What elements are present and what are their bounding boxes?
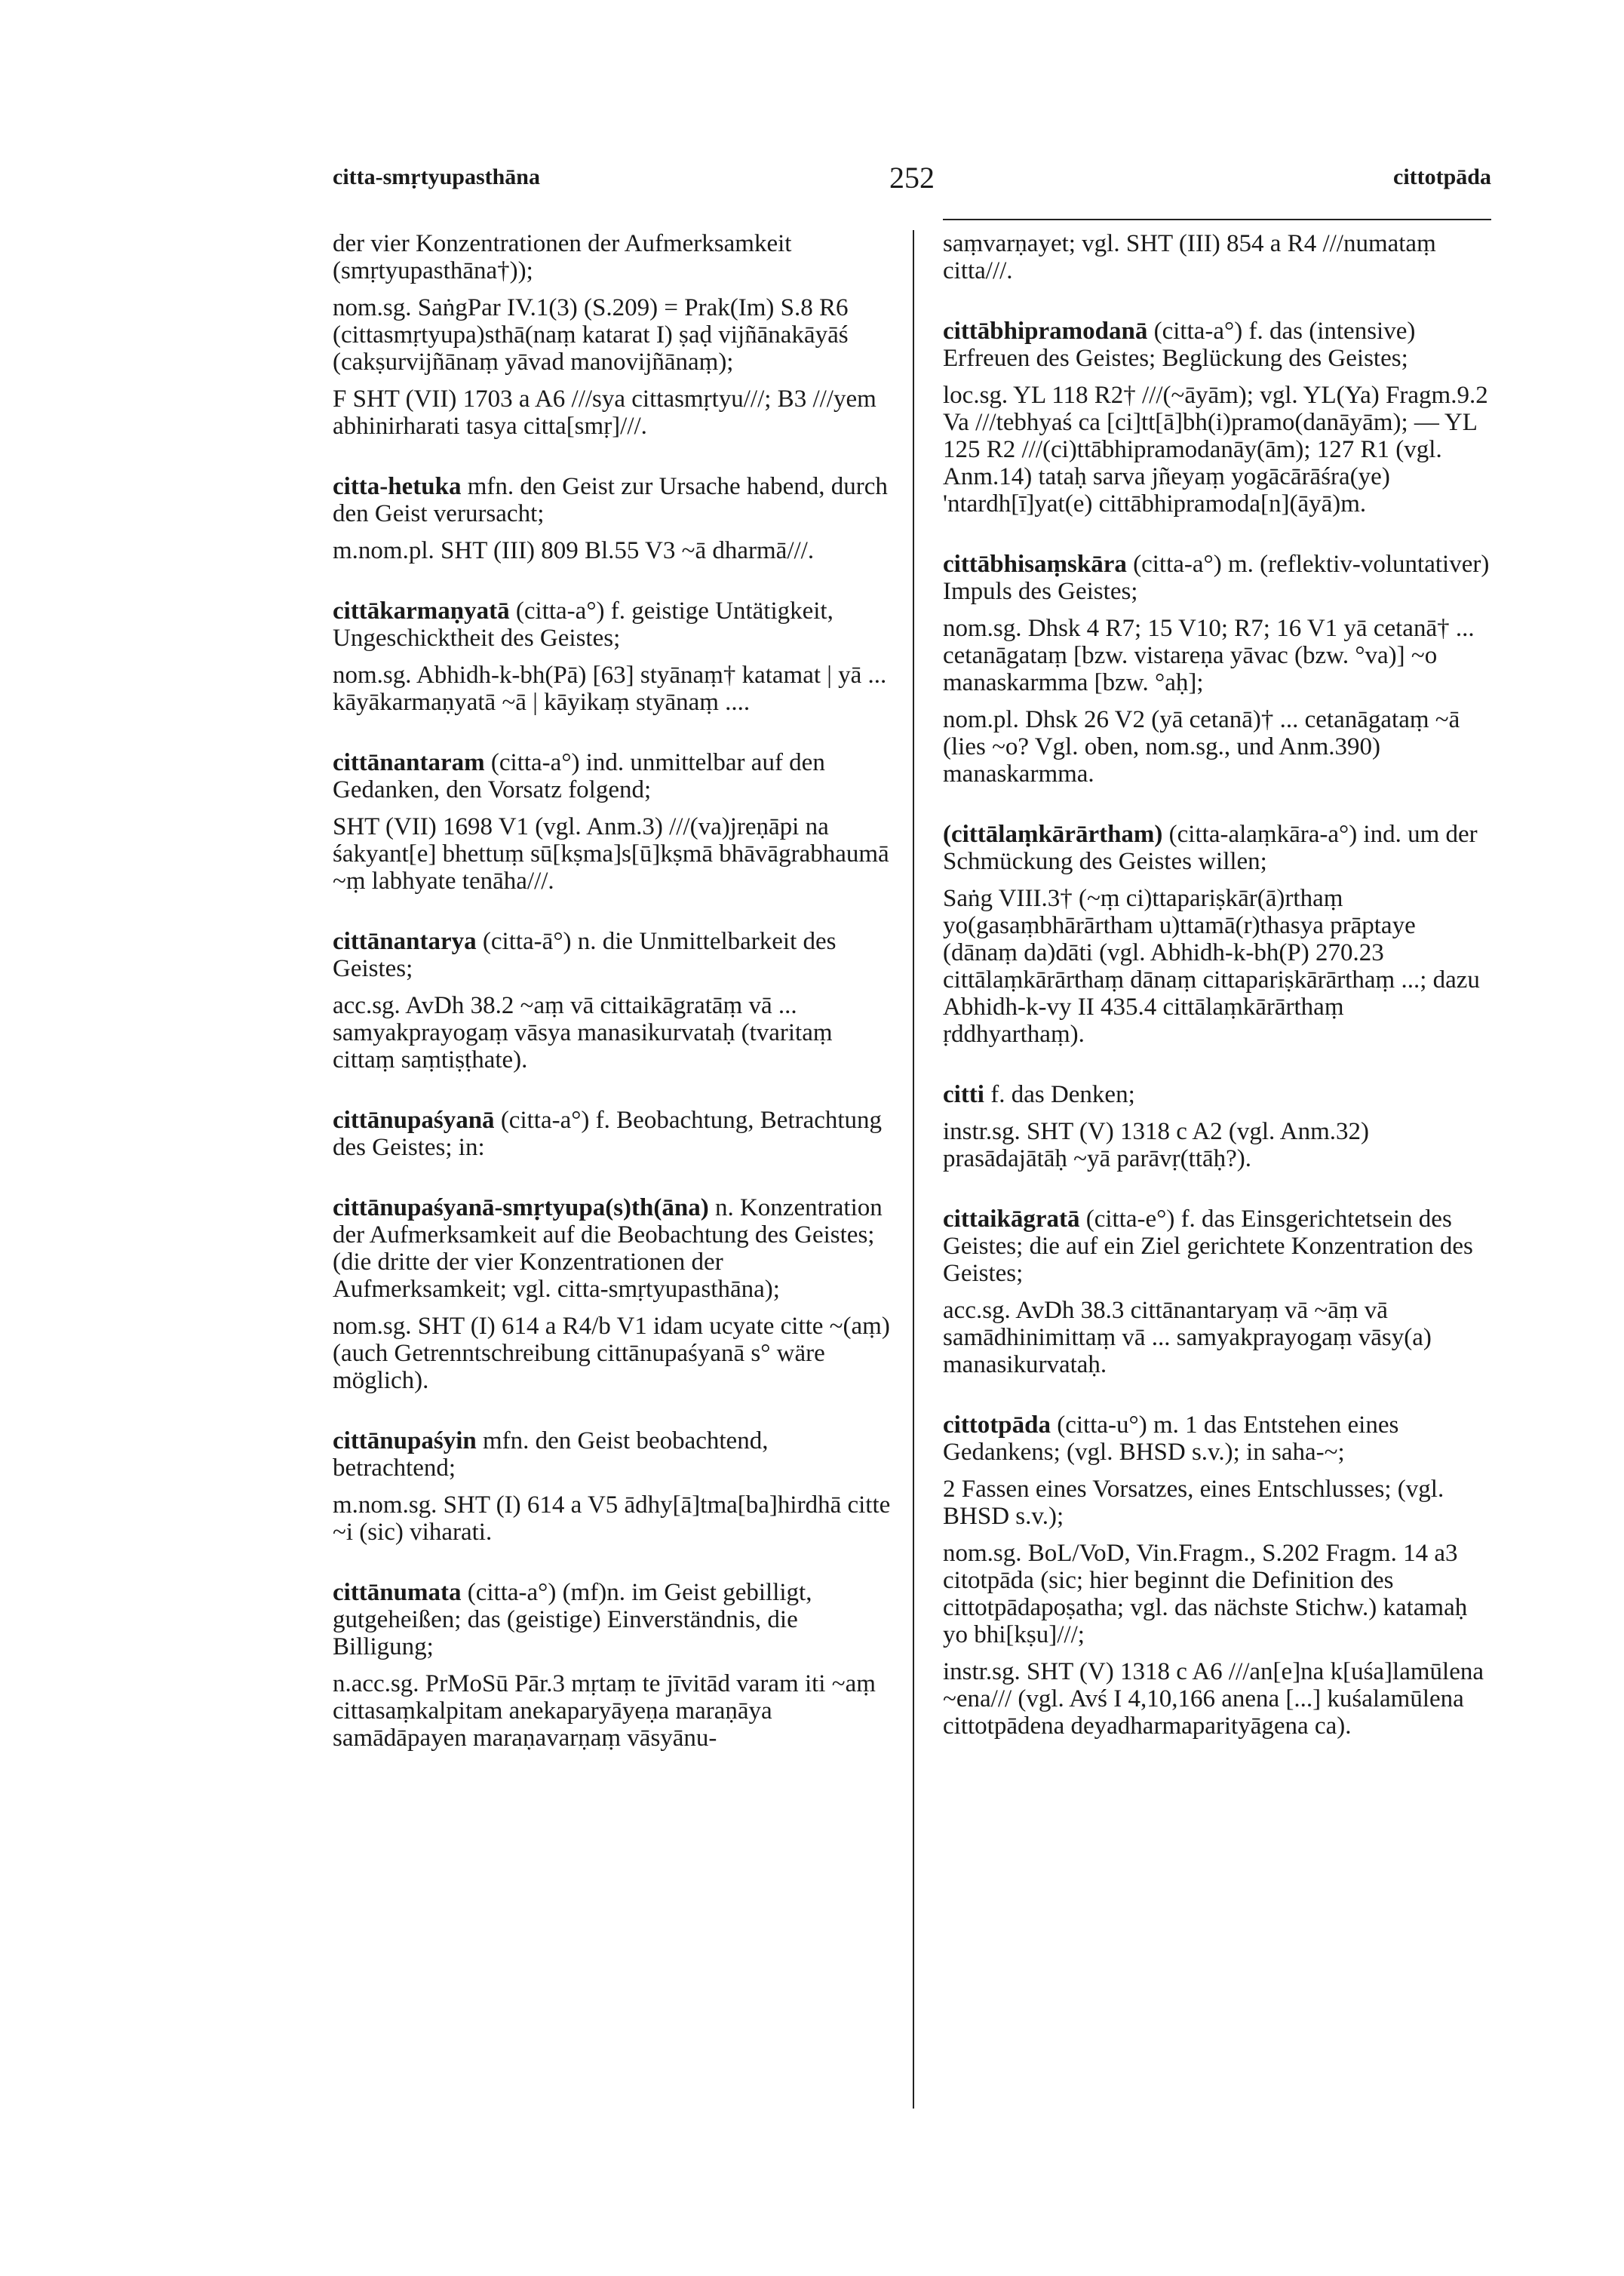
entry-citation: loc.sg. YL 118 R2† ///(~āyām); vgl. YL(Ya) Fragm.9.2 Va ///tebhyaś ca [ci]tt[ā]bh(i)pramo(danāyām); — YL 125 R2 ///(ci)ttābhipramodanāy(ām); 127 R1 (vgl. Anm.14) tataḥ sarva jñeyaṃ yogācārāśra(ye) 'ntardh[ī]yat(e) cittābhipramoda[n](āyā)m.	[943, 382, 1488, 518]
header-rule	[943, 219, 1491, 220]
entry-definition: (citta-e°) f. das Einsgerichtetsein des Geistes; die auf ein Ziel gerichtete Konzentration des Geistes;	[943, 1206, 1473, 1287]
dictionary-entry	[333, 597, 891, 716]
entry-headword: cittaikāgratā	[943, 1206, 1080, 1233]
entry-definition: (citta-ā°) n. die Unmittelbarkeit des Geistes;	[333, 928, 837, 982]
entry-definition: mfn. den Geist beobachtend, betrachtend;	[333, 1427, 769, 1482]
dictionary-entry	[333, 1427, 891, 1546]
entry-citation: nom.sg. BoL/VoD, Vin.Fragm., S.202 Fragm. 14 a3 citotpāda (sic; hier beginnt die Definition des cittotpādapoṣatha; vgl. das nächste Stichw.) katamaḥ yo bhi[kṣu]///;	[943, 1540, 1468, 1648]
entry-headword: cittānumata	[333, 1579, 462, 1606]
entry-definition: f. das Denken;	[990, 1081, 1135, 1108]
entry-line: nom.sg. SaṅgPar IV.1(3) (S.209) = Prak(Im) S.8 R6 (cittasmṛtyupa)sthā(naṃ katarat I) ṣaḍ vijñānakāyāś (cakṣurvijñānaṃ yāvad manovijñānaṃ);	[333, 294, 849, 376]
entry-citation: nom.pl. Dhsk 26 V2 (yā cetanā)† ... cetanāgataṃ ~ā (lies ~o? Vgl. oben, nom.sg., und Anm.390) manaskarmma.	[943, 706, 1460, 788]
entry-definition: (citta-u°) m. 1 das Entstehen eines Gedankens; (vgl. BHSD s.v.); in saha-~;	[943, 1411, 1399, 1466]
entry-citation: m.nom.pl. SHT (III) 809 Bl.55 V3 ~ā dharmā///.	[333, 537, 815, 564]
entry-definition: (citta-a°) f. geistige Untätigkeit, Ungeschicktheit des Geistes;	[333, 597, 833, 652]
dictionary-entry	[943, 551, 1491, 788]
entry-citation: n.acc.sg. PrMoSū Pār.3 mṛtaṃ te jīvitād varam iti ~aṃ cittasaṃkalpitam anekaparyāyeṇa maraṇāya samādāpayen maraṇavarṇaṃ vāsyānu-	[333, 1670, 876, 1752]
entry-headword: cittānupaśyin	[333, 1427, 477, 1454]
dictionary-entry	[333, 1107, 891, 1161]
entry-continuation	[943, 230, 1491, 284]
entry-headword: cittābhipramodanā	[943, 318, 1148, 345]
entry-citation: nom.sg. Dhsk 4 R7; 15 V10; R7; 16 V1 yā cetanā† ... cetanāgataṃ [bzw. vistareṇa yāvac (bzw. °va)] ~o manaskarmma [bzw. °aḥ];	[943, 615, 1475, 696]
entry-definition: mfn. den Geist zur Ursache habend, durch den Geist verursacht;	[333, 473, 888, 527]
entry-citation: instr.sg. SHT (V) 1318 c A6 ///an[e]na k[uśa]lamūlena ~ena/// (vgl. Avś I 4,10,166 anena [...] kuśalamūlena cittotpādena deyadharmaparityāgena ca).	[943, 1658, 1484, 1740]
entry-citation: nom.sg. SHT (I) 614 a R4/b V1 idam ucyate citte ~(aṃ) (auch Getrenntschreibung cittānupaśyanā s° wäre möglich).	[333, 1313, 890, 1394]
entry-definition: (citta-alaṃkāra-a°) ind. um der Schmückung des Geistes willen;	[943, 821, 1478, 875]
column-separator	[913, 230, 914, 2109]
entry-headword: citta-hetuka	[333, 473, 462, 500]
entry-headword: cittānantarya	[333, 928, 477, 955]
left-column	[333, 230, 891, 1785]
dictionary-entry	[333, 1579, 891, 1752]
entry-headword: citti	[943, 1081, 984, 1108]
running-header	[333, 161, 1491, 202]
dictionary-entry	[943, 821, 1491, 1048]
entry-headword: cittānantaram	[333, 749, 485, 776]
entry-headword: cittānupaśyanā-smṛtyupa(s)th(āna)	[333, 1194, 709, 1221]
entry-citation: SHT (VII) 1698 V1 (vgl. Anm.3) ///(va)jreṇāpi na śakyant[e] bhettuṃ sū[kṣma]s[ū]kṣmā bhāvāgrabhaumā ~ṃ labhyate tenāha///.	[333, 813, 889, 895]
entry-citation: Saṅg VIII.3† (~ṃ ci)ttapariṣkār(ā)rthaṃ yo(gasaṃbhārārtham u)ttamā(r)thasya prāptaye (dānaṃ da)dāti (vgl. Abhidh-k-bh(P) 270.23 cittālaṃkārārthaṃ dānaṃ cittapariṣkārārthaṃ ...; dazu Abhidh-k-vy II 435.4 cittālaṃkārārthaṃ ṛddhyarthaṃ).	[943, 885, 1480, 1048]
entry-line: der vier Konzentrationen der Aufmerksamkeit (smṛtyupasthāna†));	[333, 230, 792, 284]
entry-line: F SHT (VII) 1703 a A6 ///sya cittasmṛtyu///; B3 ///yem abhinirharati tasya citta[smṛ]///.	[333, 385, 876, 440]
entry-definition: (citta-a°) f. Beobachtung, Betrachtung des Geistes; in:	[333, 1107, 883, 1161]
entry-citation: m.nom.sg. SHT (I) 614 a V5 ādhy[ā]tma[ba]hirdhā citte ~i (sic) viharati.	[333, 1491, 891, 1546]
entry-headword: cittotpāda	[943, 1411, 1051, 1439]
page-number: 252	[889, 161, 935, 195]
entry-headword: cittānupaśyanā	[333, 1107, 495, 1134]
dictionary-entry	[333, 1194, 891, 1394]
entry-continuation	[333, 230, 891, 440]
dictionary-entry	[943, 318, 1491, 518]
entry-headword: cittābhisaṃskāra	[943, 551, 1127, 578]
entry-definition: (citta-a°) m. (reflektiv-voluntativer) Impuls des Geistes;	[943, 551, 1490, 605]
entry-sense: 2 Fassen eines Vorsatzes, eines Entschlusses; (vgl. BHSD s.v.);	[943, 1476, 1444, 1530]
entry-definition: (citta-a°) (mf)n. im Geist gebilligt, gutgeheißen; das (geistige) Einverständnis, die Billigung;	[333, 1579, 812, 1660]
dictionary-entry	[333, 749, 891, 895]
entry-headword: cittākarmaṇyatā	[333, 597, 510, 625]
entry-definition: (citta-a°) f. das (intensive) Erfreuen des Geistes; Beglückung des Geistes;	[943, 318, 1416, 372]
entry-citation: acc.sg. AvDh 38.3 cittānantaryaṃ vā ~āṃ vā samādhinimittaṃ vā ... samyakprayogaṃ vāsy(a) manasikurvataḥ.	[943, 1297, 1432, 1378]
entry-definition: n. Konzentration der Aufmerksamkeit auf die Beobachtung des Geistes; (die dritte der vier Konzentrationen der Aufmerksamkeit; vgl. citta-smṛtyupasthāna);	[333, 1194, 883, 1303]
right-column	[943, 230, 1491, 1773]
entry-definition: (citta-a°) ind. unmittelbar auf den Gedanken, den Vorsatz folgend;	[333, 749, 825, 803]
dictionary-entry	[333, 928, 891, 1073]
dictionary-entry	[333, 473, 891, 564]
entry-headword: (cittālaṃkārārtham)	[943, 821, 1163, 848]
dictionary-entry	[943, 1081, 1491, 1172]
header-right-headword: cittotpāda	[1393, 164, 1491, 189]
entry-citation: acc.sg. AvDh 38.2 ~aṃ vā cittaikāgratāṃ vā ... samyakprayogaṃ vāsya manasikurvataḥ (tvaritaṃ cittaṃ saṃtiṣṭhate).	[333, 992, 833, 1073]
dictionary-entry	[943, 1411, 1491, 1740]
entry-line: saṃvarṇayet; vgl. SHT (III) 854 a R4 ///numataṃ citta///.	[943, 230, 1436, 284]
dictionary-entry	[943, 1206, 1491, 1378]
header-left-headword: citta-smṛtyupasthāna	[333, 164, 540, 189]
entry-citation: instr.sg. SHT (V) 1318 c A2 (vgl. Anm.32) prasādajātāḥ ~yā parāvṛ(ttāḥ?).	[943, 1118, 1369, 1172]
entry-citation: nom.sg. Abhidh-k-bh(Pā) [63] styānaṃ† katamat | yā ... kāyākarmaṇyatā ~ā | kāyikaṃ styānaṃ ....	[333, 662, 887, 716]
